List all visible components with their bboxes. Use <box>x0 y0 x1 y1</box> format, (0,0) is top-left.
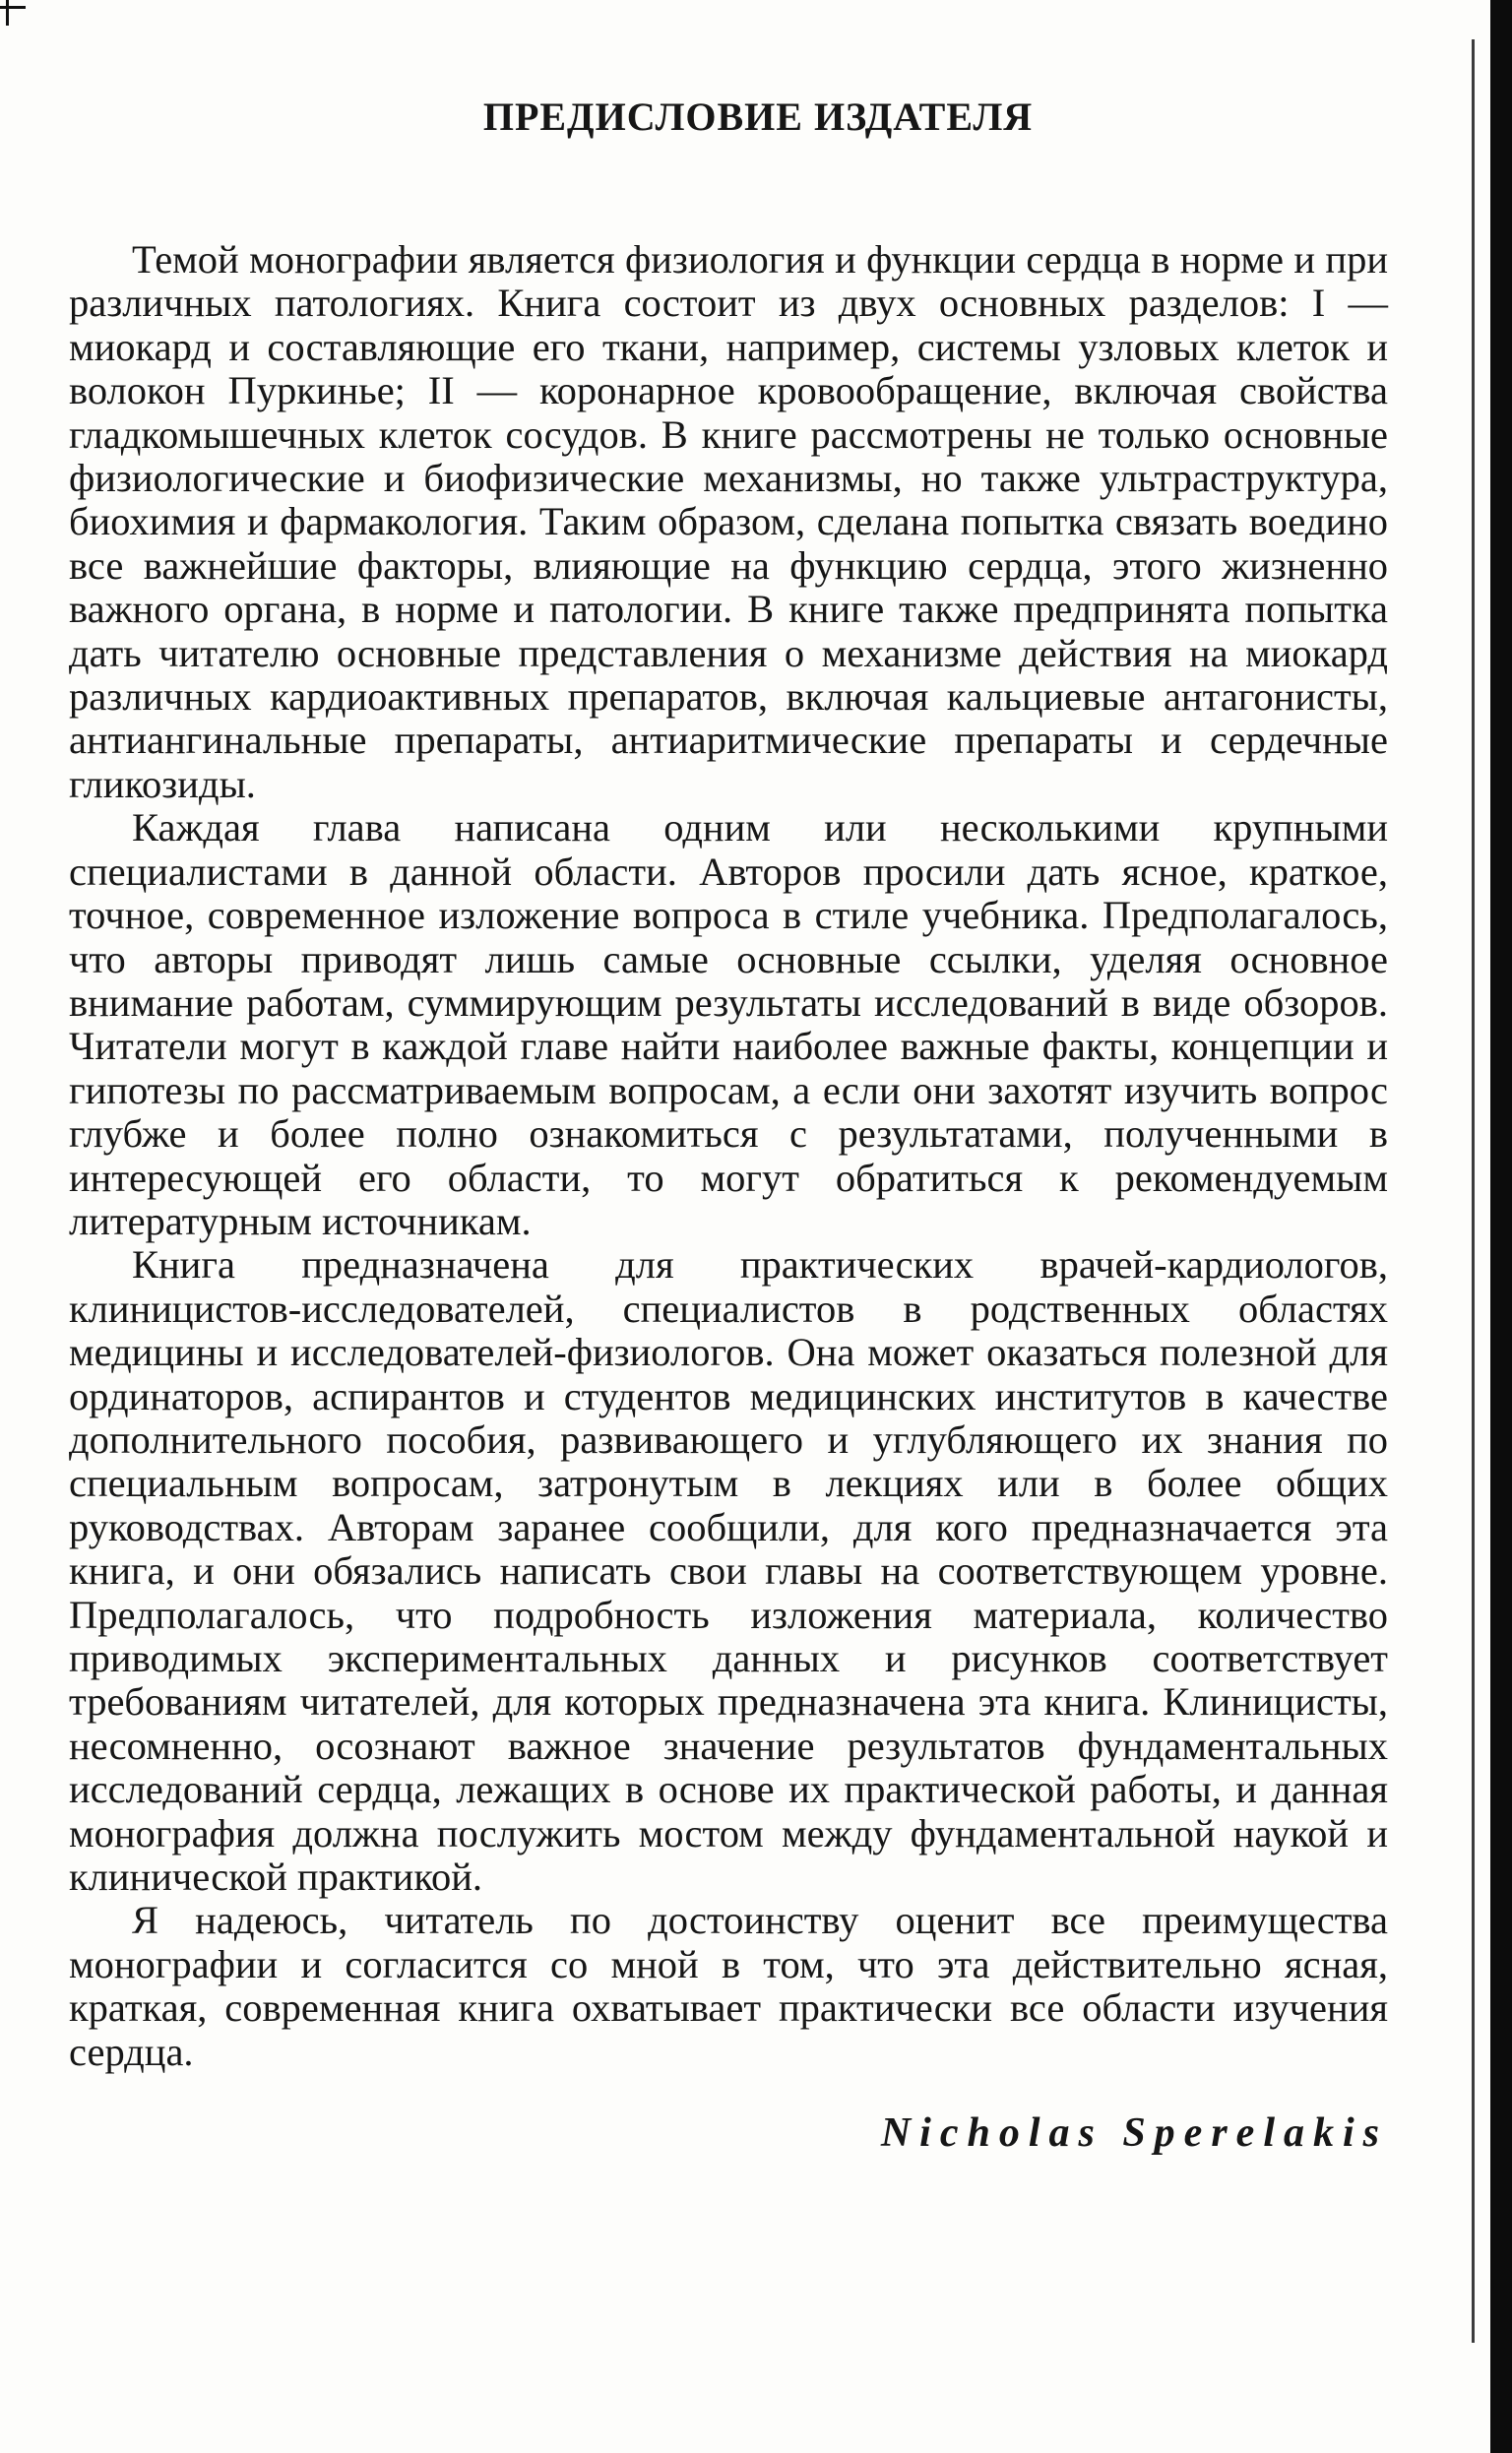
page-content <box>69 94 1388 2157</box>
paragraph-closing: Я надеюсь, читатель по достоинству оценит все преимущества монографии и согласится со мной в том, что эта действительно ясная, краткая, современная книга охватывает практически все области изучения сердца. <box>69 1898 1388 2074</box>
scan-edge-line <box>1472 39 1475 2343</box>
scan-binding-edge <box>1490 0 1512 2453</box>
scan-corner-mark <box>0 6 26 9</box>
scan-corner-mark-vertical <box>6 0 9 26</box>
paragraph-chapters: Каждая глава написана одним или несколькими крупными специалистами в данной области. Авторов просили дать ясное, краткое, точное, современное изложение вопроса в стиле учебника. Предполагалось, что авторы приводят лишь самые основные ссылки, уделяя основное внимание работам, суммирующим результаты исследований в виде обзоров. Читатели могут в каждой главе найти наиболее важные факты, концепции и гипотезы по рассматриваемым вопросам, а если они захотят изучить вопрос глубже и более полно ознакомиться с результатами, полученными в интересующей его области, то могут обратиться к рекомендуемым литературным источникам. <box>69 805 1388 1243</box>
page-title: ПРЕДИСЛОВИЕ ИЗДАТЕЛЯ <box>482 94 1034 139</box>
paragraph-intro: Темой монографии является физиология и функции сердца в норме и при различных патологиях. Книга состоит из двух основных разделов: I — миокард и составляющие его ткани, например, системы узловых клеток и волокон Пуркинье; II — коронарное кровообращение, включая свойства гладкомышечных клеток сосудов. В книге рассмотрены не только основные физиологические и биофизические механизмы, но также ультраструктура, биохимия и фармакология. Таким образом, сделана попытка связать воедино все важнейшие факторы, влияющие на функцию сердца, этого жизненно важного органа, в норме и патологии. В книге также предпринята попытка дать читателю основные представления о механизме действия на миокард различных кардиоактивных препаратов, включая кальциевые антагонисты, антиангинальные препараты, антиаритмические препараты и сердечные гликозиды. <box>69 237 1388 806</box>
author-signature: Nicholas Sperelakis <box>880 2110 1388 2157</box>
paragraph-audience: Книга предназначена для практических врачей-кардиологов, клиницистов-исследователей, специалистов в родственных областях медицины и исследователей-физиологов. Она может оказаться полезной для ординаторов, аспирантов и студентов медицинских институтов в качестве дополнительного пособия, развивающего и углубляющего их знания по специальным вопросам, затронутым в лекциях или в более общих руководствах. Авторам заранее сообщили, для кого предназначается эта книга, и они обязались написать свои главы на соответствующем уровне. Предполагалось, что подробность изложения материала, количество приводимых экспериментальных данных и рисунков соответствует требованиям читателей, для которых предназначена эта книга. Клиницисты, несомненно, осознают важное значение результатов фундаментальных исследований сердца, лежащих в основе их практической работы, и данная монография должна послужить мостом между фундаментальной наукой и клинической практикой. <box>69 1242 1388 1900</box>
